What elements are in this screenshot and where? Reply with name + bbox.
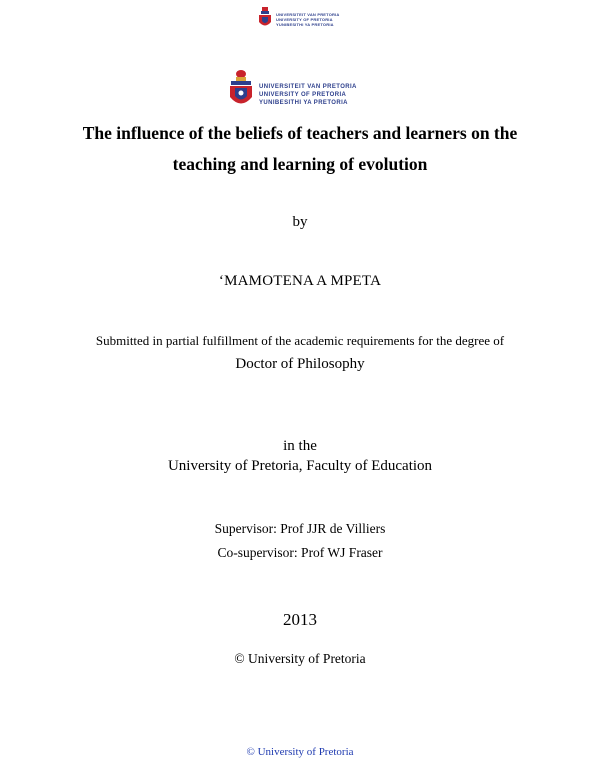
- thesis-title-line-1: The influence of the beliefs of teachers and learners on the: [82, 123, 518, 143]
- author-name: ‘MAMOTENA A MPETA: [218, 273, 382, 289]
- supervisor: Supervisor: Prof JJR de Villiers: [214, 521, 386, 536]
- by-label: by: [292, 214, 308, 230]
- header-logo-line-3: YUNIBESITHI YA PRETORIA: [276, 22, 334, 27]
- footer-copyright-link[interactable]: © University of Pretoria: [246, 746, 354, 758]
- university-crest-icon: [258, 7, 272, 29]
- header-university-logo: [258, 7, 344, 31]
- header-logo-line-1: UNIVERSITEIT VAN PRETORIA: [276, 12, 340, 17]
- copyright-notice: © University of Pretoria: [234, 651, 366, 666]
- thesis-title: [0, 118, 600, 180]
- logo-line-3: YUNIBESITHI YA PRETORIA: [259, 100, 348, 106]
- header-logo-line-2: UNIVERSITY OF PRETORIA: [276, 17, 333, 22]
- logo-line-1: UNIVERSITEIT VAN PRETORIA: [259, 84, 357, 90]
- degree-name: Doctor of Philosophy: [235, 356, 365, 372]
- thesis-title-line-2: teaching and learning of evolution: [172, 154, 428, 174]
- in-the-label: in the: [283, 438, 317, 454]
- logo-line-2: UNIVERSITY OF PRETORIA: [259, 92, 347, 98]
- co-supervisor: Co-supervisor: Prof WJ Fraser: [217, 545, 383, 560]
- university-logo: [228, 70, 372, 112]
- submission-statement: Submitted in partial fulfillment of the academic requirements for the degree of: [95, 333, 505, 348]
- institution-name: University of Pretoria, Faculty of Education: [167, 458, 433, 474]
- year: 2013: [283, 610, 317, 629]
- university-crest-icon: [228, 70, 254, 110]
